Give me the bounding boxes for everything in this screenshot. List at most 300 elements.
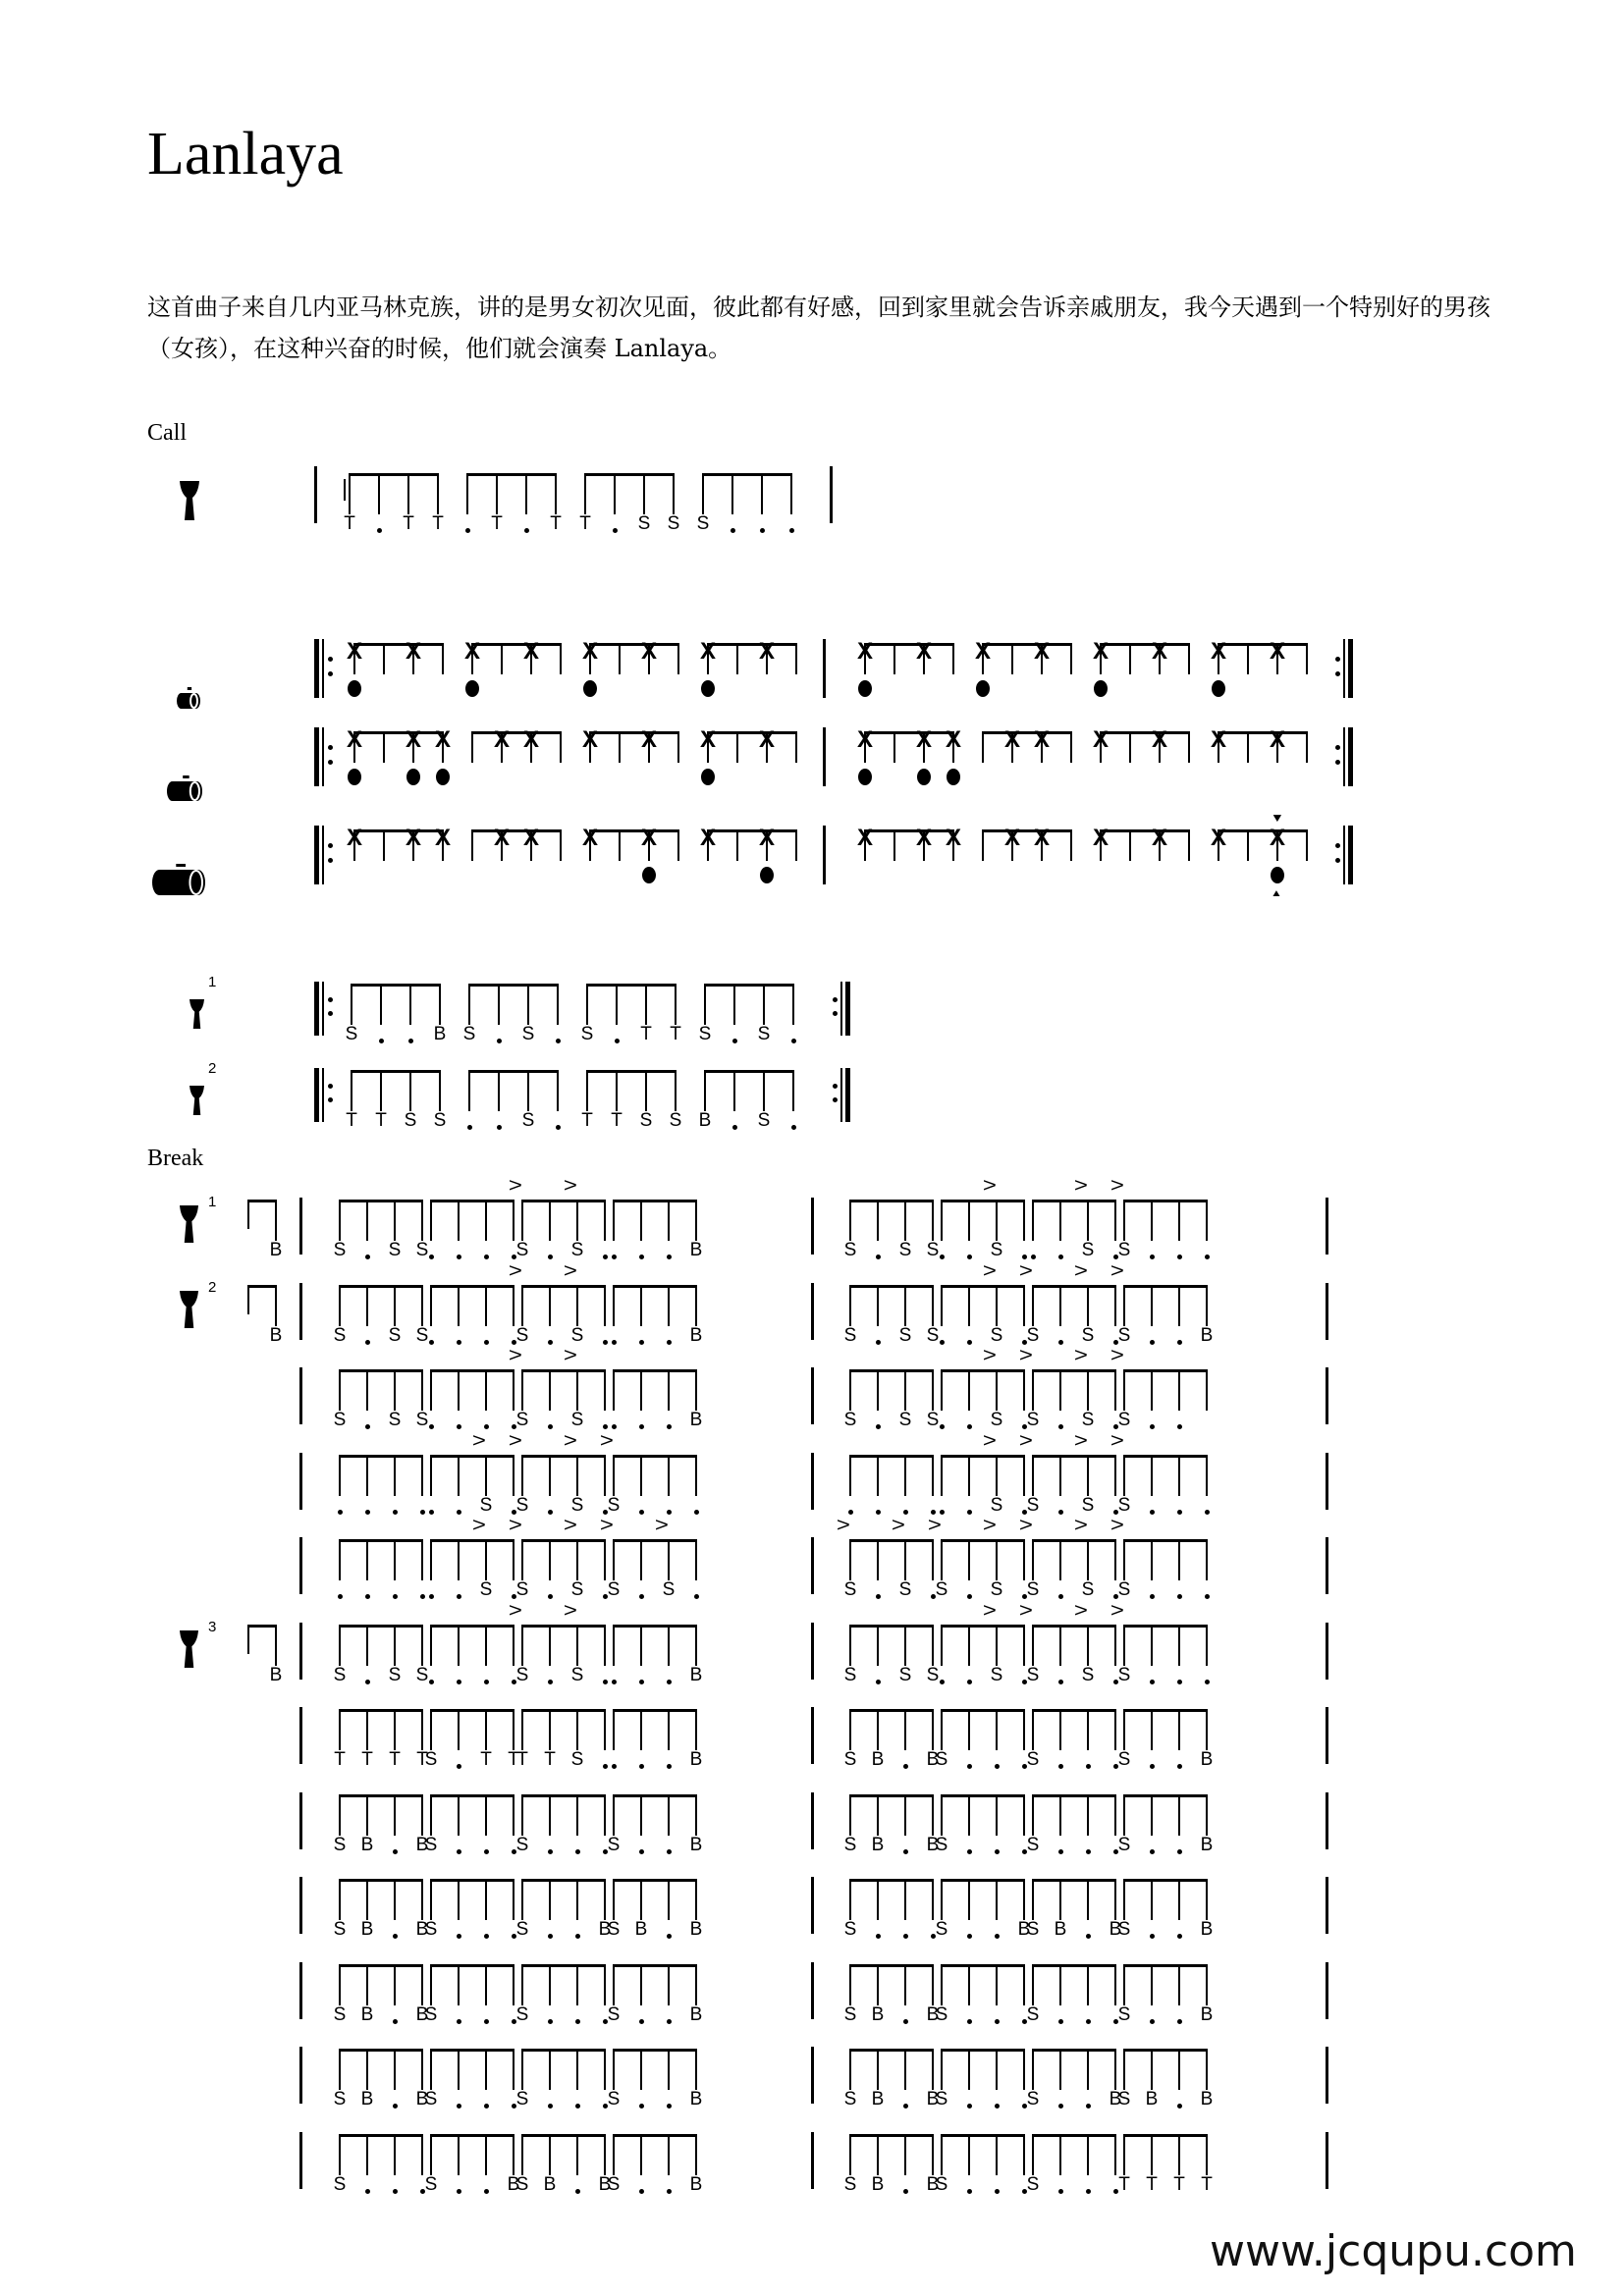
accent-mark: > xyxy=(982,1345,997,1366)
stem xyxy=(1032,1539,1034,1580)
beam xyxy=(864,731,954,734)
stem xyxy=(521,1879,523,1920)
stem xyxy=(521,1964,523,2005)
barline xyxy=(1326,1962,1328,2019)
rest-dot xyxy=(732,1039,737,1043)
stem xyxy=(996,2134,998,2175)
rest-dot xyxy=(612,1340,617,1345)
barline xyxy=(1326,1877,1328,1934)
accent-mark: > xyxy=(982,1515,997,1536)
stem xyxy=(1023,2134,1025,2175)
rest-dot xyxy=(903,1934,908,1939)
stem xyxy=(996,2049,998,2090)
rest-dot xyxy=(967,2104,972,2109)
beam xyxy=(430,1539,514,1542)
stem xyxy=(458,1539,460,1580)
beam xyxy=(849,1369,934,1372)
note-S: S xyxy=(926,1240,940,1260)
beam xyxy=(849,1200,934,1202)
repeat-thin xyxy=(322,727,324,786)
stem xyxy=(893,731,895,763)
accent-mark: > xyxy=(563,1175,577,1197)
stem xyxy=(549,1200,551,1241)
rest-dot xyxy=(612,1424,617,1429)
stem xyxy=(677,731,679,763)
rest-dot xyxy=(791,1125,796,1130)
stem xyxy=(1151,1285,1153,1326)
stem xyxy=(1059,1964,1061,2005)
rest-dot xyxy=(995,1934,1000,1939)
rest-dot xyxy=(667,1255,672,1259)
drum-stroke xyxy=(858,680,872,697)
rest-dot xyxy=(1150,1340,1155,1345)
stem xyxy=(421,1369,423,1411)
stem xyxy=(1023,1455,1025,1496)
stem xyxy=(421,1794,423,1836)
beam xyxy=(849,2049,934,2052)
bell-x: X xyxy=(1210,825,1226,851)
stem xyxy=(645,1070,647,1111)
stem xyxy=(521,2049,523,2090)
rest-dot xyxy=(603,1255,608,1259)
beam xyxy=(353,643,444,646)
accent-mark: > xyxy=(508,1599,522,1622)
stem xyxy=(1114,1539,1116,1580)
note-S: S xyxy=(515,2003,529,2025)
stem xyxy=(1123,1285,1125,1326)
bell-x: X xyxy=(699,726,716,753)
rest-dot xyxy=(940,1424,945,1429)
rest-dot xyxy=(1150,1680,1155,1684)
stem xyxy=(1087,1285,1089,1326)
stem xyxy=(893,643,895,674)
note-S: S xyxy=(607,2173,621,2195)
stem xyxy=(849,2049,851,2090)
stem xyxy=(366,1369,368,1411)
stem xyxy=(968,1539,970,1580)
beam xyxy=(430,2049,514,2052)
beam xyxy=(613,1285,697,1288)
stem xyxy=(795,829,797,861)
stem xyxy=(576,2134,578,2175)
note-B: B xyxy=(1200,1834,1214,1855)
beam xyxy=(521,1625,606,1628)
stem xyxy=(339,1625,341,1666)
stem xyxy=(790,473,792,514)
stem xyxy=(458,1964,460,2005)
stem xyxy=(485,1200,487,1241)
rest-dot xyxy=(429,1510,434,1515)
rest-dot xyxy=(1031,1255,1036,1259)
beam xyxy=(1032,2134,1116,2137)
stem xyxy=(275,1200,277,1241)
barline xyxy=(1326,1792,1328,1849)
section-label-call: Call xyxy=(147,420,187,446)
stem xyxy=(675,984,677,1025)
note-S: S xyxy=(570,1749,584,1770)
stem xyxy=(1059,1285,1061,1326)
bell-x: X xyxy=(915,638,932,665)
rest-dot xyxy=(484,1680,489,1684)
stem xyxy=(968,1285,970,1326)
stem xyxy=(640,1879,642,1920)
stem xyxy=(339,1879,341,1920)
stem xyxy=(1114,1200,1116,1241)
bell-x: X xyxy=(493,825,510,851)
stem xyxy=(904,1539,906,1580)
beam xyxy=(521,1879,606,1882)
stem xyxy=(761,473,763,514)
stem xyxy=(668,1539,670,1580)
stem xyxy=(513,1709,514,1750)
beam xyxy=(1032,1964,1116,1967)
stem xyxy=(932,1200,934,1241)
part-number: 1 xyxy=(208,1194,217,1210)
stem xyxy=(1178,1285,1180,1326)
drum-stroke xyxy=(701,680,715,697)
note-B: B xyxy=(269,1240,283,1260)
stem xyxy=(576,1200,578,1241)
note-S: S xyxy=(607,1579,621,1600)
rest-dot xyxy=(484,2189,489,2194)
stem xyxy=(430,1625,432,1666)
beam xyxy=(1123,1625,1208,1628)
rest-dot xyxy=(1086,1849,1091,1854)
rest-dot xyxy=(1177,1340,1182,1345)
stem xyxy=(616,1070,618,1111)
beam xyxy=(339,2134,423,2137)
stem xyxy=(941,1794,943,1836)
beam xyxy=(1123,1200,1208,1202)
repeat-thick xyxy=(314,982,319,1036)
bell-x: X xyxy=(1003,726,1020,753)
note-S: S xyxy=(607,2003,621,2025)
stem xyxy=(521,1369,523,1411)
stem xyxy=(1123,1709,1125,1750)
accent-mark: > xyxy=(891,1515,905,1536)
stem xyxy=(1123,2049,1125,2090)
beam xyxy=(1218,731,1308,734)
sangban-icon xyxy=(167,775,202,801)
bell-x: X xyxy=(699,825,716,851)
stem xyxy=(941,1625,943,1666)
note-S: S xyxy=(415,1410,429,1430)
stem xyxy=(521,1709,523,1750)
stem xyxy=(1247,731,1249,763)
beam xyxy=(1123,1285,1208,1288)
stem xyxy=(932,1879,934,1920)
rest-dot xyxy=(995,1849,1000,1854)
rest-dot xyxy=(467,1125,472,1130)
stem xyxy=(695,1455,697,1496)
rest-dot xyxy=(429,1594,434,1599)
beam xyxy=(471,643,562,646)
rest-dot xyxy=(931,1510,936,1515)
stem xyxy=(439,1070,441,1111)
stem xyxy=(877,1369,879,1411)
note-S: S xyxy=(333,1664,347,1685)
stem xyxy=(877,2134,879,2175)
stem xyxy=(604,1879,606,1920)
rest-dot xyxy=(1177,1680,1182,1684)
note-S: S xyxy=(570,1579,584,1600)
note-S: S xyxy=(898,1664,912,1685)
stem xyxy=(849,1625,851,1666)
note-T: T xyxy=(670,1024,681,1044)
stem xyxy=(1178,1539,1180,1580)
stem xyxy=(549,1625,551,1666)
stem xyxy=(1032,1625,1034,1666)
note-B: B xyxy=(926,1834,940,1855)
stem xyxy=(1023,1539,1025,1580)
rest-dot xyxy=(1150,1510,1155,1515)
stem xyxy=(485,1369,487,1411)
rest-dot xyxy=(1086,2019,1091,2024)
stem xyxy=(792,1070,794,1111)
stem xyxy=(421,1709,423,1750)
beam xyxy=(613,1369,697,1372)
rest-dot xyxy=(365,1510,370,1515)
barline xyxy=(299,2047,302,2104)
stem xyxy=(1059,2134,1061,2175)
bell-x: X xyxy=(758,726,775,753)
stem xyxy=(513,1200,514,1241)
stem xyxy=(485,1285,487,1326)
stem xyxy=(1178,2134,1180,2175)
stem xyxy=(1032,1964,1034,2005)
stem xyxy=(394,1709,396,1750)
stem xyxy=(1059,1200,1061,1241)
note-S: S xyxy=(515,1240,529,1260)
page-title: Lanlaya xyxy=(147,121,344,187)
barline xyxy=(299,1792,302,1849)
rest-dot xyxy=(760,528,765,533)
accent-mark: > xyxy=(982,1599,997,1622)
note-S: S xyxy=(333,1834,347,1855)
rest-dot xyxy=(393,1510,398,1515)
note-B: B xyxy=(689,1324,703,1346)
rest-dot xyxy=(667,2019,672,2024)
rest-dot xyxy=(548,1680,553,1684)
note-S: S xyxy=(935,2173,948,2195)
beam xyxy=(1123,1369,1208,1372)
drum-stroke xyxy=(436,769,450,785)
rest-dot xyxy=(732,1125,737,1130)
accent-mark: > xyxy=(1073,1259,1088,1282)
stem xyxy=(640,1285,642,1326)
beam xyxy=(353,731,444,734)
repeat-thick xyxy=(314,1068,319,1122)
rest-dot xyxy=(995,2104,1000,2109)
rest-dot xyxy=(940,1340,945,1345)
note-B: B xyxy=(926,1749,940,1770)
stem xyxy=(339,1964,341,2005)
stem xyxy=(1151,2049,1153,2090)
note-B: B xyxy=(269,1664,283,1685)
stem xyxy=(619,643,621,674)
note-S: S xyxy=(388,1240,402,1260)
stem xyxy=(521,1794,523,1836)
rest-dot xyxy=(457,1594,461,1599)
note-S: S xyxy=(843,1240,857,1260)
stem xyxy=(941,1879,943,1920)
bell-x: X xyxy=(758,825,775,851)
note-B: B xyxy=(598,2173,612,2195)
rest-dot xyxy=(789,528,794,533)
rest-dot xyxy=(995,2019,1000,2024)
stem xyxy=(904,1455,906,1496)
barline xyxy=(1326,1453,1328,1510)
rest-dot xyxy=(603,1424,608,1429)
note-S: S xyxy=(1081,1410,1095,1430)
djembe-icon xyxy=(189,1086,204,1115)
beam xyxy=(1032,1539,1116,1542)
note-B: B xyxy=(415,1834,429,1855)
note-B: B xyxy=(1145,2089,1159,2109)
rest-dot xyxy=(429,1255,434,1259)
part-number: 3 xyxy=(208,1618,217,1635)
rest-dot xyxy=(457,1680,461,1684)
beam xyxy=(521,1709,606,1712)
bell-x: X xyxy=(699,638,716,665)
barline xyxy=(811,1367,814,1424)
note-S: S xyxy=(898,1579,912,1600)
dundunba-icon xyxy=(152,864,205,895)
note-B: B xyxy=(1200,1324,1214,1346)
rest-dot xyxy=(1022,1255,1027,1259)
stem xyxy=(604,1964,606,2005)
stem xyxy=(339,1709,341,1750)
stem xyxy=(668,2049,670,2090)
note-B: B xyxy=(926,2173,940,2195)
stem xyxy=(1023,2049,1025,2090)
note-S: S xyxy=(637,513,651,534)
beam xyxy=(430,1369,514,1372)
stem xyxy=(247,1200,249,1229)
rest-dot xyxy=(365,1340,370,1345)
stem xyxy=(521,2134,523,2175)
stem xyxy=(1129,829,1131,861)
beam xyxy=(339,1369,423,1372)
barline xyxy=(1326,1707,1328,1764)
bell-x: X xyxy=(581,726,598,753)
stem xyxy=(1087,2049,1089,2090)
repeat-thick xyxy=(1348,639,1353,698)
rest-dot xyxy=(1058,1424,1063,1429)
stem xyxy=(996,1709,998,1750)
stem xyxy=(1123,1369,1125,1411)
stem xyxy=(339,1455,341,1496)
note-B: B xyxy=(871,1834,885,1855)
rest-dot xyxy=(393,1934,398,1939)
stem xyxy=(394,1200,396,1241)
accent-mark: > xyxy=(1110,1599,1124,1622)
stem xyxy=(1123,1879,1125,1920)
barline xyxy=(1326,1367,1328,1424)
note-B: B xyxy=(871,2173,885,2195)
beam xyxy=(941,2049,1025,2052)
stem xyxy=(941,1709,943,1750)
stem xyxy=(407,473,409,514)
drum-stroke xyxy=(1212,680,1225,697)
drum-stroke xyxy=(406,769,420,785)
stem xyxy=(1023,1794,1025,1836)
bell-x: X xyxy=(1033,726,1050,753)
beam xyxy=(1123,2134,1208,2137)
stem xyxy=(1206,1539,1208,1580)
accent-mark: > xyxy=(1018,1599,1033,1622)
rest-dot xyxy=(1177,2019,1182,2024)
accent-mark: > xyxy=(1018,1259,1033,1282)
rest-dot xyxy=(393,2189,398,2194)
note-S: S xyxy=(935,1749,948,1770)
bell-x: X xyxy=(405,726,421,753)
repeat-thin xyxy=(1343,826,1345,884)
rest-dot xyxy=(1150,1934,1155,1939)
rest-dot xyxy=(365,1424,370,1429)
note-S: S xyxy=(843,1749,857,1770)
stem xyxy=(421,1879,423,1920)
rest-dot xyxy=(575,2019,580,2024)
drum-stroke xyxy=(465,680,479,697)
beam xyxy=(941,2134,1025,2137)
stem xyxy=(1178,1625,1180,1666)
stem xyxy=(549,1369,551,1411)
stem xyxy=(421,2134,423,2175)
note-S: S xyxy=(515,1494,529,1516)
stem xyxy=(1178,1455,1180,1496)
stem xyxy=(576,1539,578,1580)
barline xyxy=(811,1962,814,2019)
note-S: S xyxy=(1026,1834,1040,1855)
stem xyxy=(996,1200,998,1241)
bell-x: X xyxy=(581,825,598,851)
stem xyxy=(996,1539,998,1580)
stem xyxy=(877,1200,879,1241)
beam xyxy=(941,1964,1025,1967)
stem xyxy=(247,1625,249,1654)
stem xyxy=(1011,643,1013,674)
note-S: S xyxy=(1117,1834,1131,1855)
note-S: S xyxy=(515,2089,529,2109)
stem xyxy=(668,2134,670,2175)
accent-mark: > xyxy=(563,1429,577,1452)
stem xyxy=(904,1369,906,1411)
note-S: S xyxy=(1026,2089,1040,2109)
rest-dot xyxy=(575,2189,580,2194)
stem xyxy=(394,2134,396,2175)
stem xyxy=(366,1709,368,1750)
stem xyxy=(763,1070,765,1111)
beam xyxy=(466,473,557,476)
stem xyxy=(383,731,385,763)
note-S: S xyxy=(424,1749,438,1770)
rest-dot xyxy=(603,1764,608,1769)
stem xyxy=(1151,1369,1153,1411)
note-S: S xyxy=(415,1664,429,1685)
stem xyxy=(394,1625,396,1666)
note-S: S xyxy=(662,1579,676,1600)
stem xyxy=(849,2134,851,2175)
beam xyxy=(339,2049,423,2052)
stem xyxy=(394,1285,396,1326)
stem xyxy=(458,1200,460,1241)
note-B: B xyxy=(360,1834,374,1855)
note-B: B xyxy=(1200,1919,1214,1940)
stem xyxy=(877,1879,879,1920)
stem xyxy=(668,1794,670,1836)
note-S: S xyxy=(843,1919,857,1940)
